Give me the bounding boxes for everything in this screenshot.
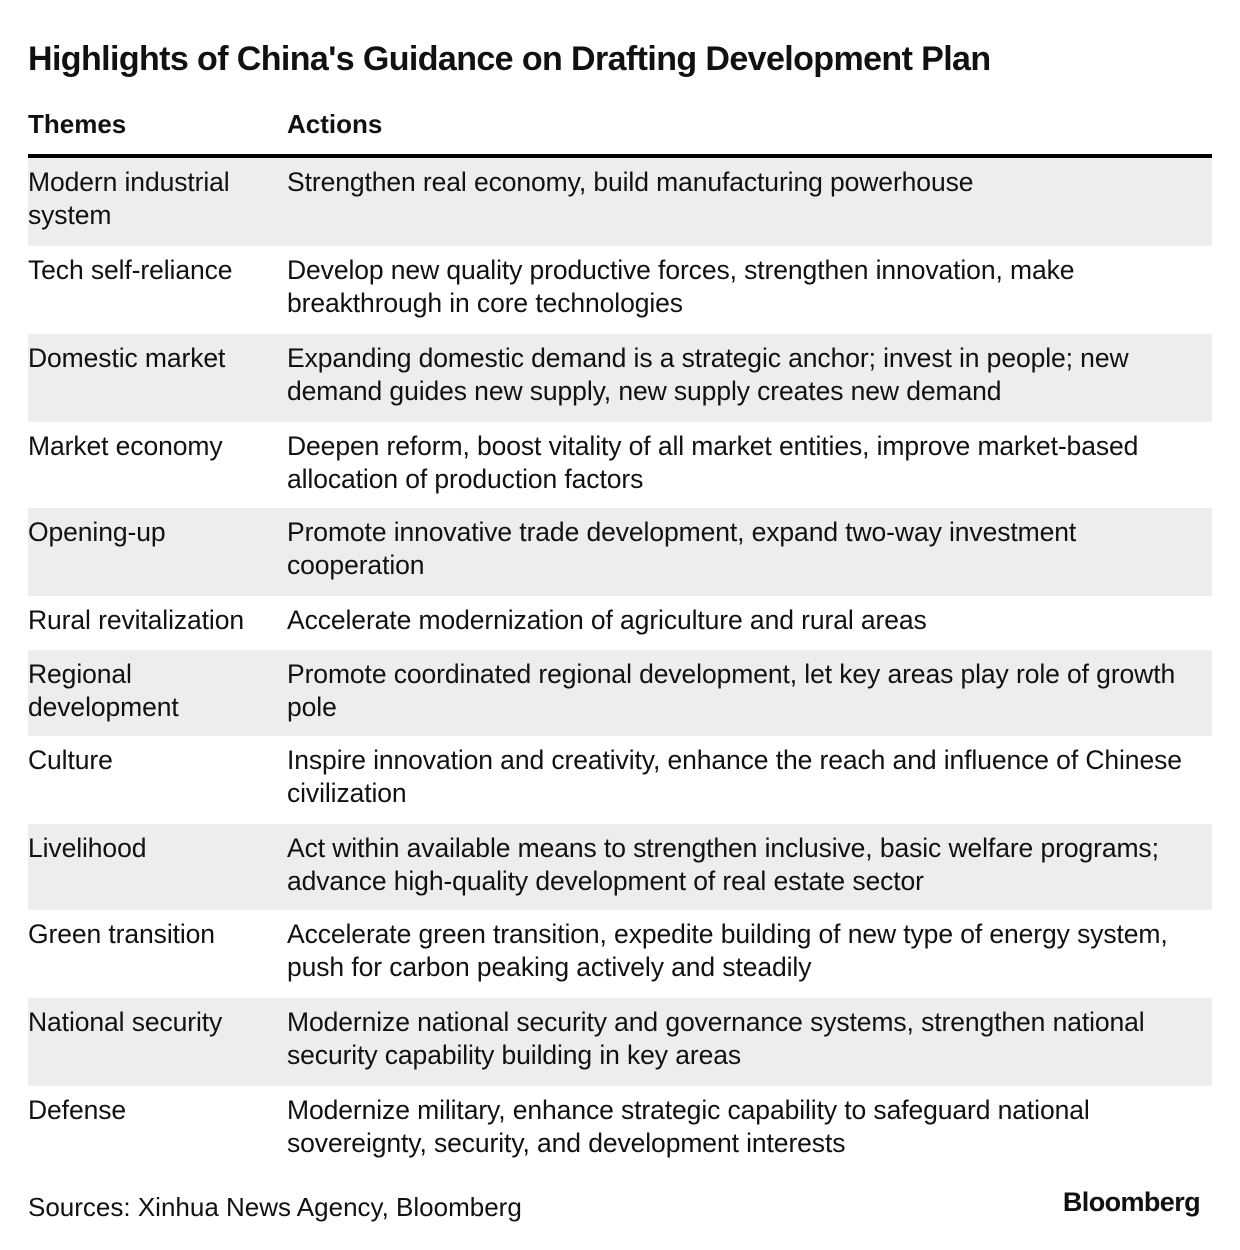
table-row (28, 736, 1212, 824)
row-action: Strengthen real economy, build manufacturing powerhouse (287, 167, 974, 197)
source-note: Sources: Xinhua News Agency, Bloomberg (28, 1192, 522, 1222)
table-row (28, 910, 1212, 998)
row-theme: Rural revitalization (28, 605, 244, 635)
row-action: Deepen reform, boost vitality of all market entities, improve market-based allocation of production factors (287, 431, 1139, 494)
row-action: Accelerate modernization of agriculture and rural areas (287, 605, 927, 635)
row-action: Inspire innovation and creativity, enhance the reach and influence of Chinese civilization (287, 745, 1182, 808)
table-body (28, 158, 1212, 1172)
table-row (28, 650, 1212, 736)
table-header-row (28, 104, 1212, 158)
row-theme: Modern industrial system (28, 167, 230, 230)
table-row (28, 334, 1212, 422)
row-theme: Tech self-reliance (28, 255, 233, 285)
table-row (28, 246, 1212, 334)
page-title: Highlights of China's Guidance on Drafting Development Plan (28, 40, 991, 78)
row-theme: Market economy (28, 431, 223, 461)
table-row (28, 596, 1212, 650)
header-actions: Actions (287, 109, 383, 139)
row-action: Expanding domestic demand is a strategic anchor; invest in people; new demand guides new supply, new supply creates new demand (287, 343, 1129, 406)
row-theme: Defense (28, 1095, 127, 1125)
table-row (28, 158, 1212, 246)
table-row (28, 824, 1212, 910)
highlights-table (28, 104, 1212, 1172)
row-action: Modernize national security and governance systems, strengthen national security capability building in key areas (287, 1007, 1145, 1070)
row-action: Promote innovative trade development, expand two-way investment cooperation (287, 517, 1077, 580)
bloomberg-logo: Bloomberg (1062, 1187, 1200, 1217)
table-row (28, 998, 1212, 1086)
row-action: Act within available means to strengthen inclusive, basic welfare programs; advance high-quality development of real estate sector (287, 833, 1159, 896)
table-row (28, 508, 1212, 596)
row-action: Modernize military, enhance strategic capability to safeguard national sovereignty, security, and development interests (287, 1095, 1090, 1158)
table-row (28, 422, 1212, 508)
row-theme: Regional development (28, 659, 179, 722)
table-row (28, 1086, 1212, 1172)
row-theme: Green transition (28, 919, 215, 949)
row-theme: Opening-up (28, 517, 166, 547)
row-action: Accelerate green transition, expedite building of new type of energy system, push for carbon peaking actively and steadily (287, 919, 1168, 982)
row-theme: Livelihood (28, 833, 147, 863)
row-theme: National security (28, 1007, 223, 1037)
header-themes: Themes (28, 109, 127, 139)
row-theme: Culture (28, 745, 113, 775)
row-theme: Domestic market (28, 343, 226, 373)
row-action: Promote coordinated regional development, let key areas play role of growth pole (287, 659, 1176, 722)
row-action: Develop new quality productive forces, strengthen innovation, make breakthrough in core technologies (287, 255, 1075, 318)
